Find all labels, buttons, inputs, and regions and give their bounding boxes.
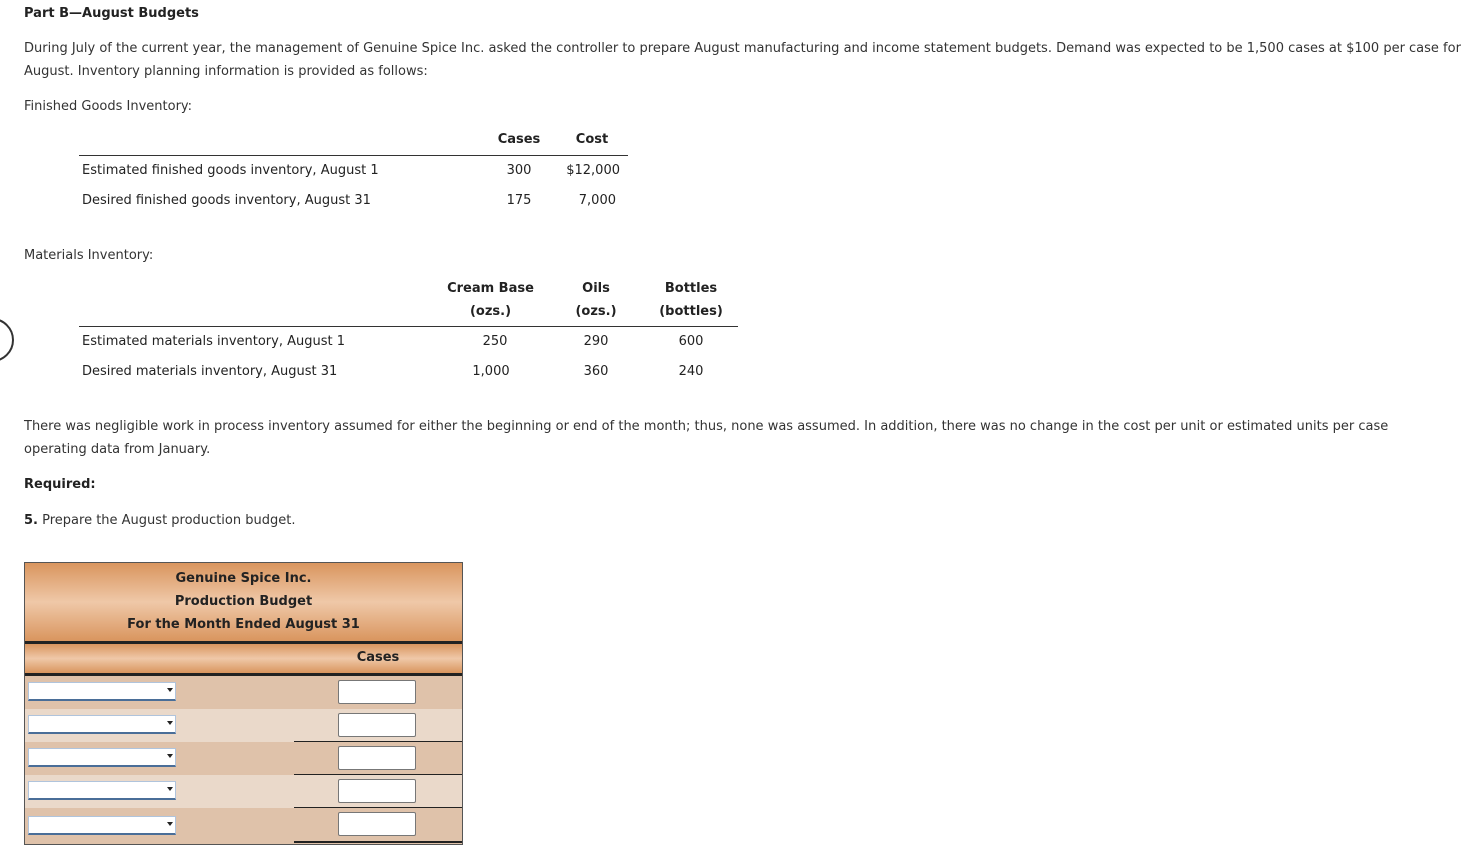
mat-row-oils: 290 [583, 334, 609, 349]
budget-row-select[interactable] [28, 748, 176, 767]
mat-row-bottles: 240 [678, 364, 704, 379]
fg-row-cost: 7,000 [578, 193, 616, 208]
mat-col-bottles-header: Bottles [664, 281, 718, 296]
mat-row-bottles: 600 [678, 334, 704, 349]
mat-col-bottles-unit: (bottles) [659, 304, 723, 319]
budget-total-rule [294, 841, 462, 843]
budget-period: For the Month Ended August 31 [127, 617, 360, 632]
budget-row-input[interactable] [338, 713, 416, 737]
budget-column-header-row [25, 644, 462, 676]
mat-row-label: Desired materials inventory, August 31 [82, 364, 338, 379]
fg-header-rule [79, 155, 628, 156]
budget-row [25, 676, 462, 709]
task-text: Prepare the August production budget. [42, 513, 296, 528]
production-budget-form [24, 562, 463, 845]
budget-row-input[interactable] [338, 746, 416, 770]
budget-row [25, 709, 462, 742]
note-paragraph: There was negligible work in process inventory assumed for either the beginning or end of the month; thus, none was assumed. In addition, there was no change in the cost per unit or estimated units per case operating data from January. [24, 419, 1389, 457]
task-instruction [24, 513, 295, 529]
part-title: Part B—August Budgets [24, 6, 199, 21]
budget-row-input[interactable] [338, 680, 416, 704]
mat-row-cream: 1,000 [472, 364, 510, 379]
fg-row-cost: $12,000 [566, 163, 620, 178]
chevron-down-icon[interactable] [167, 688, 173, 692]
required-label: Required: [24, 477, 96, 492]
chevron-down-icon[interactable] [167, 822, 173, 826]
budget-row-input[interactable] [338, 812, 416, 836]
mat-col-cream-unit: (ozs.) [469, 304, 512, 319]
budget-row-select[interactable] [28, 715, 176, 734]
budget-row-select[interactable] [28, 781, 176, 800]
task-number: 5. [24, 513, 38, 528]
budget-company: Genuine Spice Inc. [175, 571, 312, 586]
mat-header-rule [79, 326, 738, 327]
chevron-down-icon[interactable] [167, 787, 173, 791]
page-edge-circle [0, 318, 14, 362]
chevron-down-icon[interactable] [167, 721, 173, 725]
budget-row-select[interactable] [28, 816, 176, 835]
budget-header [25, 563, 462, 644]
mat-col-oils-unit: (ozs.) [575, 304, 617, 319]
fg-row-label: Estimated finished goods inventory, August 1 [82, 163, 379, 178]
budget-column-header: Cases [356, 650, 400, 665]
mat-col-oils-header: Oils [582, 281, 610, 296]
mat-row-label: Estimated materials inventory, August 1 [82, 334, 346, 349]
budget-row [25, 775, 462, 808]
materials-label: Materials Inventory: [24, 248, 154, 263]
fg-row-label: Desired finished goods inventory, August 31 [82, 193, 371, 208]
budget-title: Production Budget [174, 594, 313, 609]
fg-row-cases: 175 [506, 193, 532, 208]
budget-row [25, 808, 462, 844]
fg-row-cases: 300 [506, 163, 532, 178]
intro-paragraph: During July of the current year, the management of Genuine Spice Inc. asked the controller to prepare August manufacturing and income statement budgets. Demand was expected to be 1,500 cases at $100 per case for August. Inventory planning information is provided as follows: [24, 41, 1461, 79]
mat-col-cream-header: Cream Base [447, 281, 534, 296]
budget-row-select[interactable] [28, 682, 176, 701]
finished-goods-label: Finished Goods Inventory: [24, 99, 193, 114]
fg-col-cases: Cases [497, 132, 541, 147]
budget-row-input[interactable] [338, 779, 416, 803]
mat-row-cream: 250 [482, 334, 508, 349]
budget-row [25, 742, 462, 775]
mat-row-oils: 360 [583, 364, 609, 379]
chevron-down-icon[interactable] [167, 754, 173, 758]
fg-col-cost: Cost [575, 132, 609, 147]
